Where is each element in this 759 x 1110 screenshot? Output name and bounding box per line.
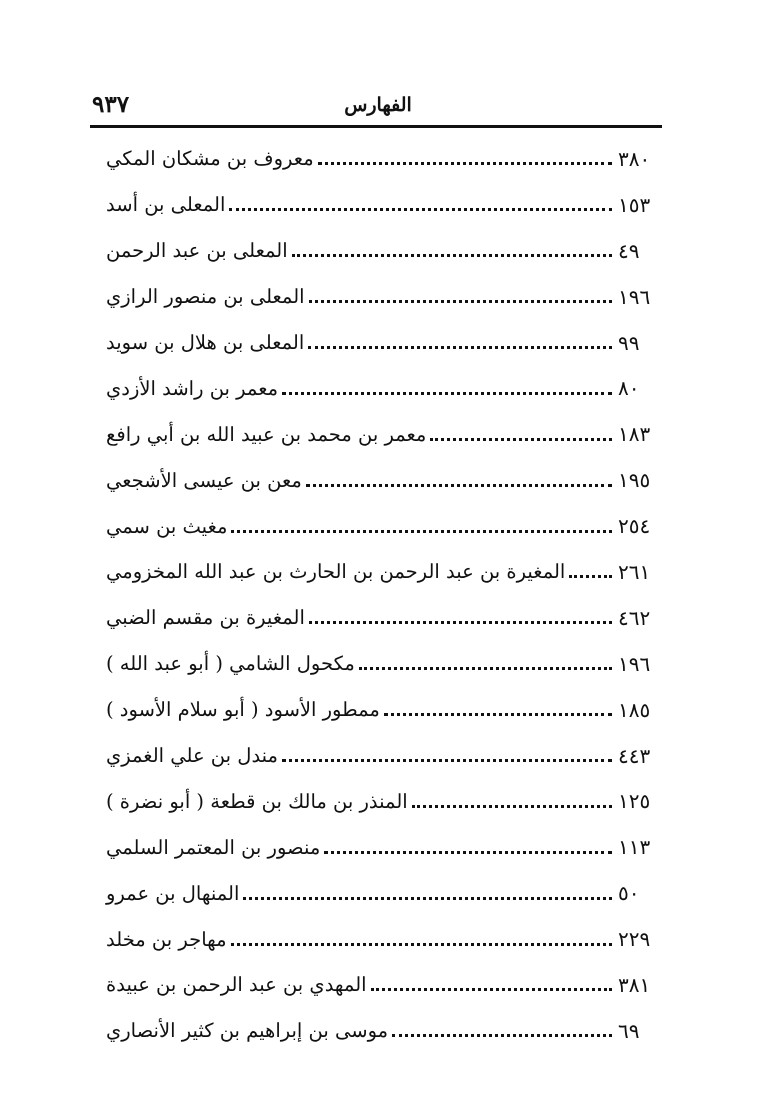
- leader-dots: [282, 759, 612, 762]
- leader-dots: [412, 805, 612, 808]
- leader-dots: [231, 530, 612, 533]
- entry-name: المعلى بن هلال بن سويد: [106, 331, 305, 354]
- entry-page-number: ١٨٥: [618, 697, 651, 722]
- entry-name: المعلى بن أسد: [106, 193, 226, 217]
- index-entry: [94, 549, 662, 595]
- header-title: الفهارس: [344, 94, 412, 116]
- entry-page-number: ١٥٣: [618, 192, 651, 217]
- entry-name: المغيرة بن عبد الرحمن بن الحارث بن عبد الله المخزومي: [106, 560, 566, 584]
- entry-page-number: ٣٨١: [618, 972, 651, 997]
- entry-name: مغيث بن سمي: [106, 514, 228, 538]
- entry-name: المغيرة بن مقسم الضبي: [106, 606, 305, 630]
- index-entry: [94, 274, 662, 320]
- index-entry: [94, 320, 662, 366]
- index-entry: [94, 136, 662, 182]
- leader-dots: [384, 713, 612, 716]
- entry-name: مهاجر بن مخلد: [106, 927, 227, 951]
- entry-page-number: ١٩٦: [618, 284, 651, 309]
- entry-name: المنذر بن مالك بن قطعة ( أبو نضرة ): [106, 789, 408, 813]
- entry-name: معن بن عيسى الأشجعي: [106, 468, 302, 492]
- entry-page-number: ٢٦١: [618, 559, 651, 584]
- entry-page-number: ٩٩: [618, 330, 640, 355]
- index-entry: [94, 1008, 662, 1054]
- page-number: ٩٣٧: [92, 91, 130, 118]
- entry-name: مندل بن علي الغمزي: [106, 744, 279, 768]
- leader-dots: [229, 208, 612, 211]
- index-entry: [94, 503, 662, 549]
- index-entry: [94, 962, 662, 1008]
- entry-name: معروف بن مشكان المكي: [106, 147, 314, 171]
- index-entry: [94, 641, 662, 687]
- entry-page-number: ١٩٥: [618, 468, 651, 493]
- index-entry: [94, 733, 662, 779]
- leader-dots: [292, 254, 612, 257]
- entry-page-number: ٦٩: [618, 1018, 640, 1043]
- entry-page-number: ٤٦٢: [618, 605, 651, 630]
- index-entry: [94, 228, 662, 274]
- leader-dots: [392, 1034, 612, 1037]
- entry-name: المعلى بن عبد الرحمن: [106, 239, 288, 263]
- header-rule: [90, 125, 662, 128]
- index-entry: [94, 595, 662, 641]
- entry-page-number: ٢٥٤: [618, 514, 651, 539]
- entry-page-number: ١٩٦: [618, 651, 651, 676]
- leader-dots: [318, 162, 612, 165]
- leader-dots: [569, 575, 612, 578]
- index-entry: [94, 870, 662, 916]
- entry-name: المنهال بن عمرو: [106, 881, 240, 905]
- leader-dots: [309, 621, 612, 624]
- entry-name: معمر بن محمد بن عبيد الله بن أبي رافع: [106, 422, 427, 446]
- leader-dots: [282, 392, 612, 395]
- entry-name: منصور بن المعتمر السلمي: [106, 835, 321, 859]
- running-header: [88, 88, 668, 128]
- index-entry: [94, 824, 662, 870]
- entry-page-number: ٣٨٠: [618, 146, 651, 171]
- entry-name: المعلى بن منصور الرازي: [106, 285, 305, 309]
- entry-page-number: ٤٩: [618, 238, 640, 263]
- leader-dots: [371, 988, 612, 991]
- entry-page-number: ٤٤٣: [618, 743, 651, 768]
- leader-dots: [231, 943, 612, 946]
- entry-page-number: ١٢٥: [618, 789, 651, 814]
- entry-name: المهدي بن عبد الرحمن بن عبيدة: [106, 973, 367, 997]
- entry-name: مكحول الشامي ( أبو عبد الله ): [106, 652, 355, 676]
- index-entry: [94, 182, 662, 228]
- entry-name: ممطور الأسود ( أبو سلام الأسود ): [106, 698, 380, 722]
- entry-name: موسى بن إبراهيم بن كثير الأنصاري: [106, 1019, 389, 1043]
- leader-dots: [430, 438, 612, 441]
- leader-dots: [324, 851, 612, 854]
- index-entry: [94, 411, 662, 457]
- entry-page-number: ١١٣: [618, 835, 651, 860]
- entry-page-number: ٥٠: [618, 881, 640, 906]
- index-entry: [94, 365, 662, 411]
- leader-dots: [243, 897, 612, 900]
- leader-dots: [309, 300, 612, 303]
- index-entry: [94, 916, 662, 962]
- index-entries: [94, 136, 662, 1054]
- index-entry: [94, 687, 662, 733]
- leader-dots: [359, 667, 612, 670]
- entry-name: معمر بن راشد الأزدي: [106, 376, 279, 400]
- entry-page-number: ٨٠: [618, 376, 640, 401]
- index-entry: [94, 778, 662, 824]
- leader-dots: [308, 346, 612, 349]
- index-entry: [94, 457, 662, 503]
- leader-dots: [306, 484, 612, 487]
- entry-page-number: ٢٢٩: [618, 927, 651, 952]
- entry-page-number: ١٨٣: [618, 422, 651, 447]
